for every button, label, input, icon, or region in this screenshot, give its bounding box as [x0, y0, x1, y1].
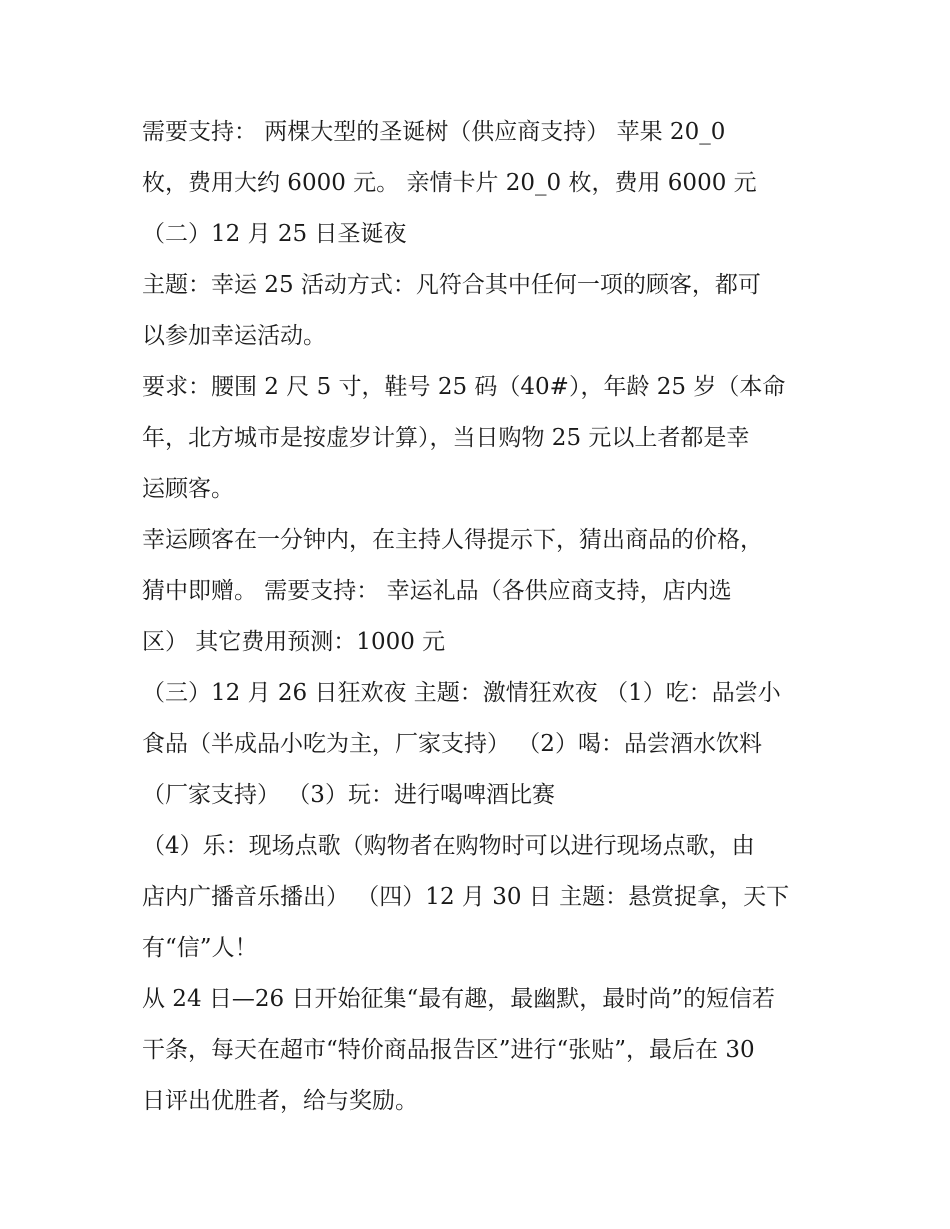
text-line: （三）12 月 26 日狂欢夜 主题：激情狂欢夜 （1）吃：品尝小 [142, 680, 781, 706]
text-line: 以参加幸运活动。 [142, 323, 326, 349]
text-line: 主题：幸运 25 活动方式：凡符合其中任何一项的顾客，都可 [142, 272, 761, 298]
text-line: 食品（半成品小吃为主，厂家支持） （2）喝：品尝酒水饮料 [142, 731, 762, 757]
text-line: 有“信”人！ [142, 935, 258, 961]
text-line: 猜中即赠。 需要支持： 幸运礼品（各供应商支持，店内选 [142, 578, 732, 604]
text-line: （厂家支持） （3）玩：进行喝啤酒比赛 [142, 782, 555, 808]
section-heading: （二）12 月 25 日圣诞夜 [142, 221, 407, 247]
text-line: 从 24 日—26 日开始征集“最有趣，最幽默，最时尚”的短信若 [142, 986, 775, 1012]
text-line: 日评出优胜者，给与奖励。 [142, 1088, 418, 1114]
text-line: 区） 其它费用预测：1000 元 [142, 629, 446, 655]
text-line: 要求：腰围 2 尺 5 寸，鞋号 25 码（40#），年龄 25 岁（本命 [142, 374, 786, 400]
text-line: 运顾客。 [142, 476, 234, 502]
text-line: 店内广播音乐播出） （四）12 月 30 日 主题：悬赏捉拿，天下 [142, 884, 790, 910]
document-body [142, 107, 822, 1127]
text-line: 幸运顾客在一分钟内，在主持人得提示下，猜出商品的价格， [142, 527, 763, 553]
text-line: 年，北方城市是按虚岁计算），当日购物 25 元以上者都是幸 [142, 425, 750, 451]
text-line: 干条，每天在超市“特价商品报告区”进行“张贴”，最后在 30 [142, 1037, 755, 1063]
text-line: 枚，费用大约 6000 元。 亲情卡片 20_0 枚，费用 6000 元 [142, 170, 757, 196]
text-line: （4）乐：现场点歌（购物者在购物时可以进行现场点歌，由 [142, 833, 755, 859]
text-line: 需要支持： 两棵大型的圣诞树（供应商支持） 苹果 20_0 [142, 119, 726, 145]
